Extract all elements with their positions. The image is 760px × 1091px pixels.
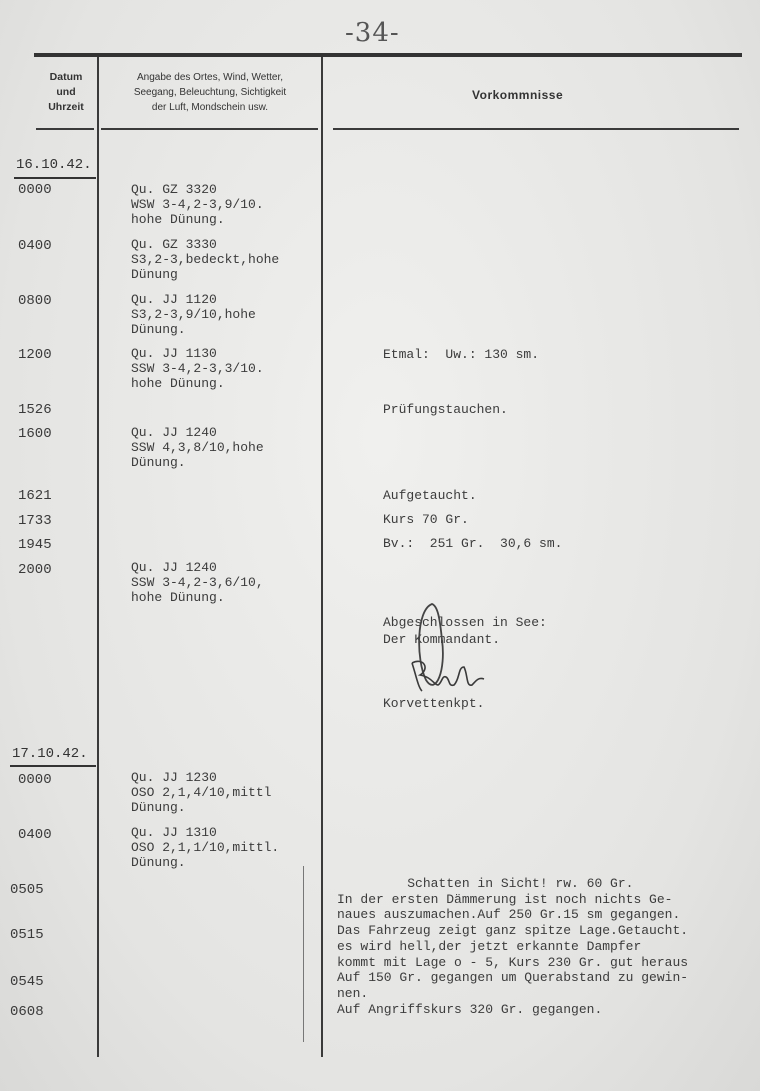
date-day2-underline [10,765,96,767]
weather-1600-day1: Qu. JJ 1240 SSW 4,3,8/10,hohe Dünung. [131,425,264,470]
weather-0800-day1: Qu. JJ 1120 S3,2-3,9/10,hohe Dünung. [131,292,256,337]
weather-0400-day2: Qu. JJ 1310 OSO 2,1,1/10,mittl. Dünung. [131,825,280,870]
header-and-label: und [56,86,76,98]
time-0545-day2: 0545 [10,974,44,990]
event-etmal: Etmal: Uw.: 130 sm. [383,347,540,362]
header-location-line-1: Angabe des Ortes, Wind, Wetter, [137,72,283,83]
time-1733-day1: 1733 [18,513,52,529]
date-day1-underline [14,177,96,179]
time-0505-day2: 0505 [10,882,44,898]
weather-2000-day1: SSW 3-4,2-3,6/10, hohe Dünung. [131,575,264,605]
page-number: -34- [345,18,400,48]
time-0400-day2: 0400 [18,827,52,843]
time-0608-day2: 0608 [10,1004,44,1020]
weather-1200-day1: Qu. JJ 1130 SSW 3-4,2-3,3/10. hohe Dünung. [131,346,264,391]
header-top-rule [34,53,742,57]
time-2000-day1: 2000 [18,562,52,578]
weather-0000-day1: Qu. GZ 3320 WSW 3-4,2-3,9/10. hohe Dünung. [131,182,264,227]
time-1945-day1: 1945 [18,537,52,553]
weather-2000-q: Qu. JJ 1240 [131,560,217,575]
event-kurs: Kurs 70 Gr. [383,512,469,527]
closing-line-3: Korvettenkpt. [383,696,485,711]
time-1600-day1: 1600 [18,426,52,442]
date-day1: 16.10.42. [16,157,92,173]
event-narrative-day2: Schatten in Sicht! rw. 60 Gr. In der ersten Dämmerung ist noch nichts Ge- naues auszumachen.Auf 250 Gr.15 sm gegangen. Das Fahrzeug zeigt ganz spitze Lage.Getaucht. es wird hell,der jetzt erkannte Dampfer kommt mit Lage o - 5, Kurs 230 Gr. gut heraus Auf 150 Gr. gegangen um Querabstand zu gewin- nen. Auf Angriffskurs 320 Gr. gegangen. [337,876,689,1017]
header-date-time [36,70,96,115]
event-aufgetaucht: Aufgetaucht. [383,488,477,503]
weather-0000-day2: Qu. JJ 1230 OSO 2,1,4/10,mittl Dünung. [131,770,272,815]
time-0400-day1: 0400 [18,238,52,254]
closing-line-1: Abgeschlossen in See: [383,615,547,630]
event-bv: Bv.: 251 Gr. 30,6 sm. [383,536,563,551]
time-0000-day2: 0000 [18,772,52,788]
time-0515-day2: 0515 [10,927,44,943]
event-pruefungstauchen: Prüfungstauchen. [383,402,508,417]
weather-0400-day1: Qu. GZ 3330 S3,2-3,bedeckt,hohe Dünung [131,237,280,282]
time-0000-day1: 0000 [18,182,52,198]
header-location-weather [101,70,319,115]
date-day2: 17.10.42. [12,746,88,762]
pencil-stroke [303,866,304,1042]
time-0800-day1: 0800 [18,293,52,309]
closing-line-2: Der Kommandant. [383,632,501,647]
time-1200-day1: 1200 [18,347,52,363]
column-divider-2 [321,57,323,1057]
header-events: Vorkommnisse [472,88,564,102]
column-divider-1 [97,57,99,1057]
header-underline-3 [333,128,739,130]
header-location-line-2: Seegang, Beleuchtung, Sichtigkeit [133,87,287,98]
header-date-label: Datum [49,71,83,83]
time-1621-day1: 1621 [18,488,52,504]
commander-signature [408,655,488,695]
header-underline-2 [101,128,318,130]
header-underline-1 [36,128,94,130]
header-time-label: Uhrzeit [48,101,84,113]
header-location-line-3: der Luft, Mondschein usw. [151,102,269,113]
time-1526-day1: 1526 [18,402,52,418]
